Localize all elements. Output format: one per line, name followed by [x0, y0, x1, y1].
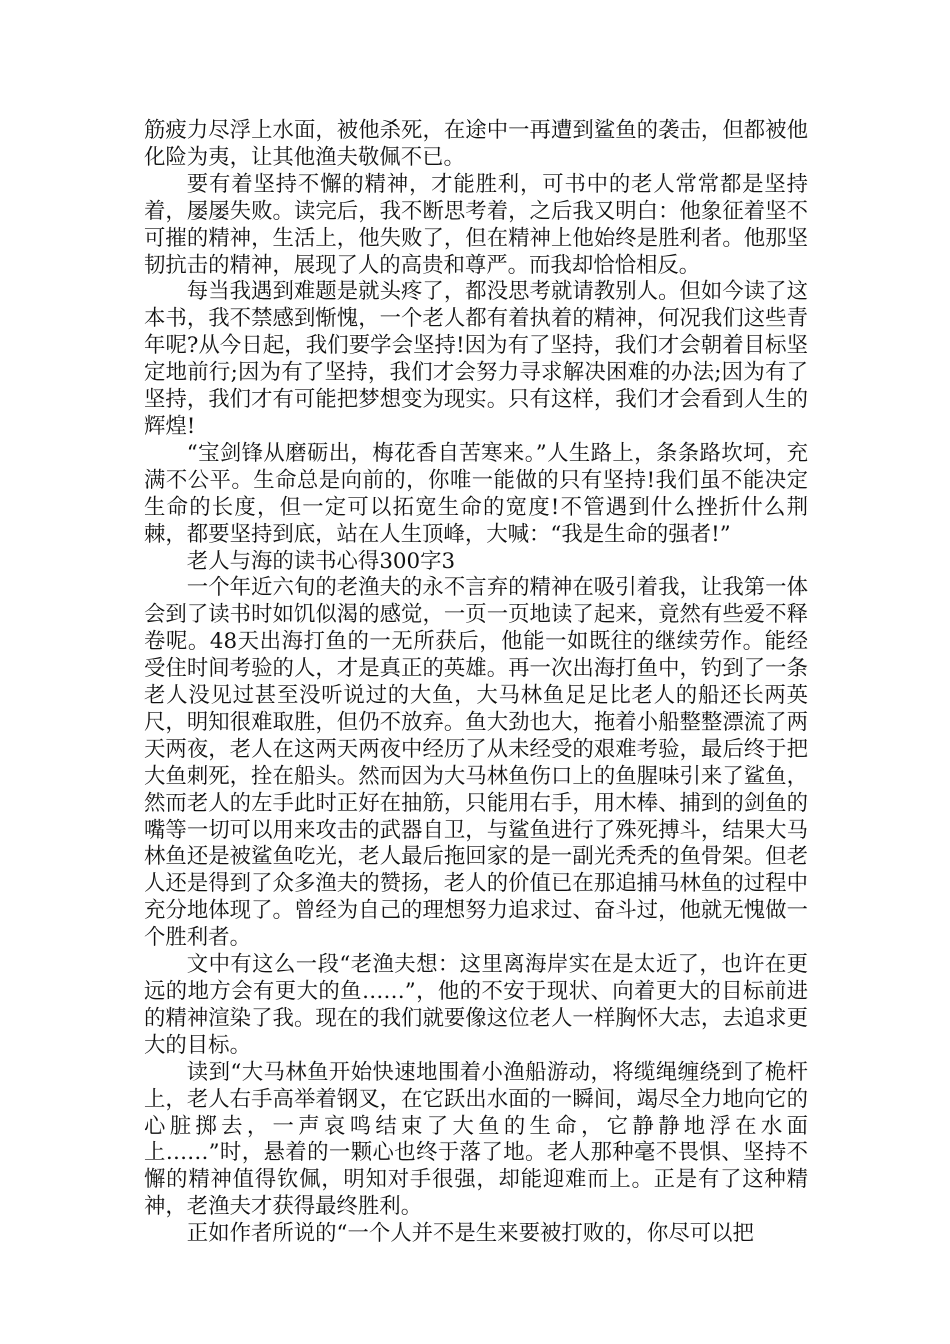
paragraph-6: 文中有这么一段“老渔夫想：这里离海岸实在是太近了，也许在更远的地方会有更大的鱼……”，他的不安于现状、向着更大的目标前进的精神渲染了我。现在的我们就要像这位老人一样胸怀大志，去追求更大的目标。: [144, 952, 808, 1058]
paragraph-8: 正如作者所说的“一个人并不是生来要被打败的，你尽可以把: [186, 1221, 754, 1247]
paragraph-1: 筋疲力尽浮上水面，被他杀死，在途中一再遭到鲨鱼的袭击，但都被他化险为夷，让其他渔夫敬佩不已。: [144, 118, 808, 170]
section-heading: 老人与海的读书心得300字3: [186, 548, 456, 574]
paragraph-4: “宝剑锋从磨砺出，梅花香自苦寒来。”人生路上，条条路坎坷，充满不公平。生命总是向前的，你唯一能做的只有坚持!我们虽不能决定生命的长度，但一定可以拓宽生命的宽度!不管遇到什么挫折什么荆棘，都要坚持到底，站在人生顶峰，大喊：“我是生命的强者!”: [144, 440, 808, 547]
document-page: [144, 118, 808, 1248]
paragraph-3: 每当我遇到难题是就头疼了，都没思考就请教别人。但如今读了这本书，我不禁感到惭愧，一个老人都有着执着的精神，何况我们这些青年呢?从今日起，我们要学会坚持!因为有了坚持，我们才会朝着目标坚定地前行;因为有了坚持，我们才会努力寻求解决困难的办法;因为有了坚持，我们才有可能把梦想变为现实。只有这样，我们才会看到人生的辉煌!: [144, 279, 808, 439]
paragraph-2: 要有着坚持不懈的精神，才能胜利，可书中的老人常常都是坚持着，屡屡失败。读完后，我不断思考着，之后我又明白：他象征着坚不可摧的精神，生活上，他失败了，但在精神上他始终是胜利者。他那坚韧抗击的精神，展现了人的高贵和尊严。而我却恰恰相反。: [144, 171, 808, 278]
paragraph-5: 一个年近六旬的老渔夫的永不言弃的精神在吸引着我，让我第一体会到了读书时如饥似渴的感觉，一页一页地读了起来，竟然有些爱不释卷呢。48天出海打鱼的一无所获后，他能一如既往的继续劳作。能经受住时间考验的人，才是真正的英雄。再一次出海打鱼中，钓到了一条老人没见过甚至没听说过的大鱼，大马林鱼足足比老人的船还长两英尺，明知很难取胜，但仍不放弃。鱼大劲也大，拖着小船整整漂流了两天两夜，老人在这两天两夜中经历了从未经受的艰难考验，最后终于把大鱼刺死，拴在船头。然而因为大马林鱼伤口上的鱼腥味引来了鲨鱼，然而老人的左手此时正好在抽筋，只能用右手，用木棒、捕到的剑鱼的嘴等一切可以用来攻击的武器自卫，与鲨鱼进行了殊死搏斗，结果大马林鱼还是被鲨鱼吃光，老人最后拖回家的是一副光秃秃的鱼骨架。但老人还是得到了众多渔夫的赞扬，老人的价值已在那追捕马林鱼的过程中充分地体现了。曾经为自己的理想努力追求过、奋斗过，他就无愧做一个胜利者。: [144, 575, 808, 951]
paragraph-7: 读到“大马林鱼开始快速地围着小渔船游动，将缆绳缠绕到了桅杆上，老人右手高举着钢叉，在它跃出水面的一瞬间，竭尽全力地向它的心脏掷去，一声哀鸣结束了大鱼的生命，它静静地浮在水面上……”时，悬着的一颗心也终于落了地。老人那种毫不畏惧、坚持不懈的精神值得钦佩，明知对手很强，却能迎难而上。正是有了这种精神，老渔夫才获得最终胜利。: [144, 1059, 808, 1220]
